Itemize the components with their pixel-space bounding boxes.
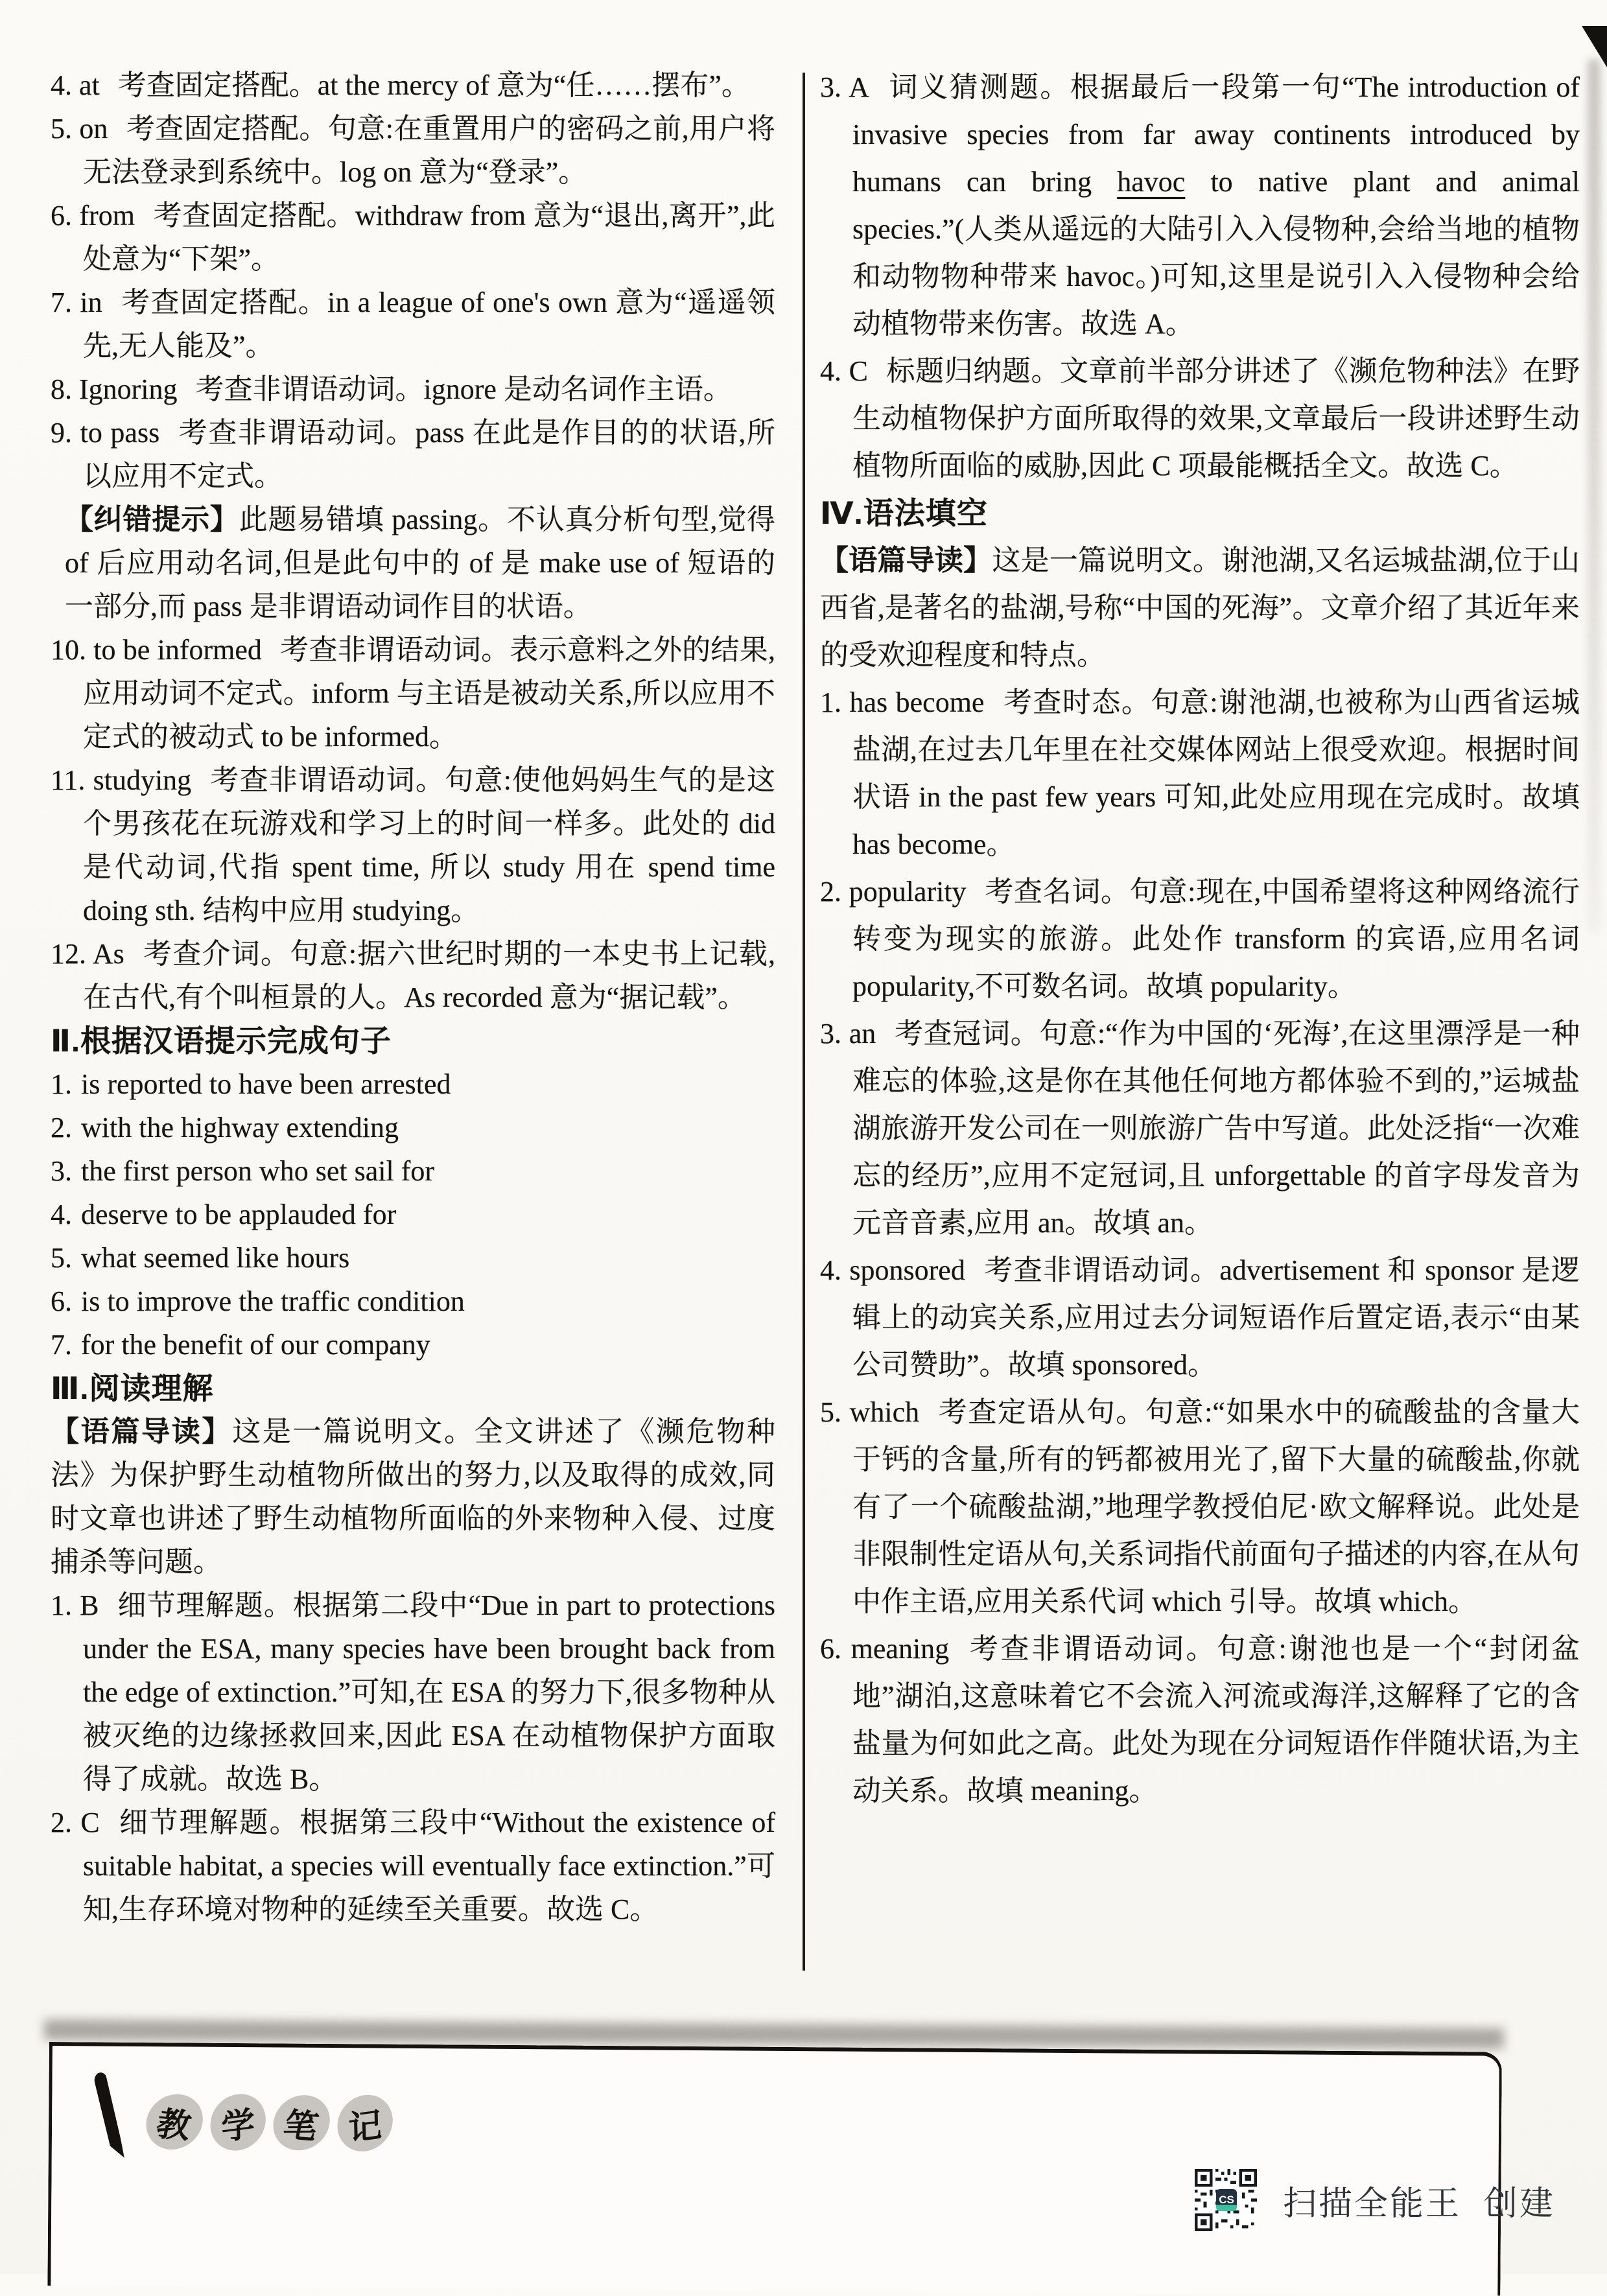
answer-item xyxy=(51,628,775,758)
item-marker: 5. on xyxy=(51,113,108,145)
answer-item xyxy=(51,1280,775,1323)
section-heading: Ⅳ.语法填空 xyxy=(820,496,988,530)
answer-item xyxy=(820,1625,1580,1814)
text-run: 此题易错填 passing。不认真分析句型,觉得 of 后应用动名词,但是此句中的 of 是 make use of 短语的一部分,而 pass 是非谓语动词作目的状语。 xyxy=(65,504,776,622)
text-run: 考查非谓语动词。表示意料之外的结果,应用动词不定式。inform 与主语是被动关系,所以应用不定式的被动式 to be informed。 xyxy=(83,634,775,753)
answer-item xyxy=(51,1236,775,1280)
answer-item xyxy=(820,679,1580,868)
item-marker: 1. has become xyxy=(820,686,985,718)
logo-char: 笔 xyxy=(268,2092,335,2153)
text-run: 考查非谓语动词。句意:使他妈妈生气的是这个男孩花在玩游戏和学习上的时间一样多。此处的 did 是代动词,代指 spent time, 所以 study 用在 spend time doing sth. 结构中应用 studying。 xyxy=(83,764,775,926)
text-run: 考查固定搭配。withdraw from 意为“退出,离开”,此处意为“下架”。 xyxy=(83,200,775,275)
text-run: 考查名词。句意:现在,中国希望将这种网络流行转变为现实的旅游。此处作 transform 的宾语,应用名词 popularity,不可数名词。故填 popularity。 xyxy=(852,876,1580,1002)
section-heading: Ⅱ.根据汉语提示完成句子 xyxy=(51,1024,392,1058)
logo-char: 教 xyxy=(141,2091,208,2151)
text-run: 细节理解题。根据第二段中“Due in part to protections under the ESA, many species have been brought back from the edge of extinction.”可知,在 ESA 的努力下,很多物种从被灭绝的边缘拯救回来,因此 ESA 在动植物保护方面取得了成就。故选 B。 xyxy=(83,1589,775,1795)
text-run: 考查冠词。句意:“作为中国的‘死海’,在这里漂浮是一种难忘的体验,这是你在其他任何地方都体验不到的,”运城盐湖旅游开发公司在一则旅游广告中写道。此处泛指“一次难忘的经历”,应用不定冠词,且 unforgettable 的首字母发音为元音音素,应用 an。故填 an。 xyxy=(852,1018,1580,1239)
answer-item xyxy=(51,932,775,1019)
item-marker: 3. xyxy=(51,1155,72,1187)
text-run: what seemed like hours xyxy=(81,1242,350,1274)
answer-item xyxy=(51,1062,775,1106)
note-label: 【纠错提示】 xyxy=(65,504,239,535)
text-run: 考查固定搭配。at the mercy of 意为“任……摆布”。 xyxy=(117,69,750,101)
item-marker: 4. at xyxy=(51,69,100,101)
item-marker: 3. A xyxy=(820,71,869,103)
right-column xyxy=(820,64,1580,1814)
item-marker: 5. xyxy=(51,1242,72,1274)
answer-item xyxy=(820,1010,1580,1247)
text-run: with the highway extending xyxy=(81,1112,399,1143)
answer-item xyxy=(820,1247,1580,1388)
item-marker: 6. from xyxy=(51,200,135,231)
text-run: is reported to have been arrested xyxy=(81,1068,451,1100)
answer-item xyxy=(51,368,775,411)
answer-item xyxy=(51,1149,775,1193)
answer-item xyxy=(51,411,775,498)
item-marker: 1. xyxy=(51,1068,72,1100)
text-run: to native plant and animal species.”(人类从遥远的大陆引入入侵物种,会给当地的植物和动物物种带来 havoc。)可知,这里是说引入入侵物种会给动植物带来伤害。故选 A。 xyxy=(852,166,1580,340)
pen-icon xyxy=(89,2070,128,2171)
underlined-word: havoc xyxy=(1117,166,1186,198)
item-marker: 10. to be informed xyxy=(51,634,262,666)
answer-item xyxy=(51,758,775,932)
text-run: for the benefit of our company xyxy=(81,1329,430,1361)
text-run: 标题归纳题。文章前半部分讲述了《濒危物种法》在野生动植物保护方面所取得的效果,文章最后一段讲述野生动植物所面临的威胁,因此 C 项最能概括全文。故选 C。 xyxy=(852,355,1580,482)
item-marker: 1. B xyxy=(51,1589,99,1621)
item-marker: 4. xyxy=(51,1199,72,1230)
item-marker: 2. C xyxy=(51,1807,100,1838)
camscanner-watermark xyxy=(1195,2169,1555,2231)
text-run: 考查非谓语动词。advertisement 和 sponsor 是逻辑上的动宾关系,应用过去分词短语作后置定语,表示“由某公司赞助”。故填 sponsored。 xyxy=(852,1254,1580,1381)
item-marker: 2. popularity xyxy=(820,876,967,908)
tip-note xyxy=(65,498,775,628)
answer-item xyxy=(820,347,1580,489)
text-run: 考查固定搭配。句意:在重置用户的密码之前,用户将无法登录到系统中。log on 意为“登录”。 xyxy=(83,113,775,188)
camscanner-logo: CS xyxy=(1216,2189,1237,2211)
answer-item xyxy=(820,868,1580,1010)
passage-intro xyxy=(51,1410,775,1584)
text-run: 考查定语从句。句意:“如果水中的硫酸盐的含量大于钙的含量,所有的钙都被用光了,留下大量的硫酸盐,你就有了一个硫酸盐湖,”地理学教授伯尼·欧文解释说。此处是非限制性定语从句,关系词指代前面句子描述的内容,在从句中作主语,应用关系代词 which 引导。故填 which。 xyxy=(852,1396,1580,1617)
text-run: 考查介词。句意:据六世纪时期的一本史书上记载,在古代,有个叫桓景的人。As recorded 意为“据记载”。 xyxy=(83,938,775,1013)
note-label: 【语篇导读】 xyxy=(820,545,992,576)
scan-edge-shadow xyxy=(1588,58,1601,933)
text-run: 词义猜测题。根据最后一段第一句“The introduction of invasive species from far away continents introduced by humans can bring xyxy=(852,71,1580,198)
answer-item xyxy=(51,281,775,368)
item-marker: 4. C xyxy=(820,355,868,387)
answer-item xyxy=(51,1801,775,1931)
watermark-text: 扫描全能王 创建 xyxy=(1283,2185,1555,2223)
answer-item xyxy=(51,1193,775,1236)
text-run: 考查非谓语动词。ignore 是动名词作主语。 xyxy=(195,373,732,405)
text-run: 考查非谓语动词。pass 在此是作目的的状语,所以应用不定式。 xyxy=(83,417,775,492)
answer-item xyxy=(51,1584,775,1801)
item-marker: 3. an xyxy=(820,1018,876,1049)
text-run: 考查非谓语动词。句意:谢池也是一个“封闭盆地”湖泊,这意味着它不会流入河流或海洋,这解释了它的含盐量为何如此之高。此处为现在分词短语作伴随状语,为主动关系。故填 meaning。 xyxy=(852,1633,1580,1807)
answer-item xyxy=(51,194,775,281)
item-marker: 6. xyxy=(51,1285,72,1317)
item-marker: 2. xyxy=(51,1112,72,1143)
text-run: the first person who set sail for xyxy=(81,1155,434,1187)
text-run: 细节理解题。根据第三段中“Without the existence of suitable habitat, a species will eventually face extinction.”可知,生存环境对物种的延续至关重要。故选 C。 xyxy=(83,1807,775,1925)
answer-item xyxy=(51,1106,775,1149)
text-run: 考查固定搭配。in a league of one's own 意为“遥遥领先,无人能及”。 xyxy=(83,287,775,362)
answer-item xyxy=(51,107,775,194)
answer-item xyxy=(820,1388,1580,1625)
item-marker: 11. studying xyxy=(51,764,192,796)
note-label: 【语篇导读】 xyxy=(51,1416,233,1447)
column-divider xyxy=(803,73,805,1971)
notes-logo xyxy=(89,2070,393,2173)
item-marker: 5. which xyxy=(820,1396,920,1428)
text-run: deserve to be applauded for xyxy=(81,1199,397,1230)
item-marker: 7. in xyxy=(51,287,102,318)
text-run: 这是一篇说明文。谢池湖,又名运城盐湖,位于山西省,是著名的盐湖,号称“中国的死海”。文章介绍了其近年来的受欢迎程度和特点。 xyxy=(820,545,1580,671)
text-run: 考查时态。句意:谢池湖,也被称为山西省运城盐湖,在过去几年里在社交媒体网站上很受欢迎。根据时间状语 in the past few years 可知,此处应用现在完成时。故填 has become。 xyxy=(852,686,1580,860)
item-marker: 9. to pass xyxy=(51,417,160,449)
item-marker: 12. As xyxy=(51,938,124,970)
logo-char: 记 xyxy=(336,2091,393,2155)
logo-char: 学 xyxy=(209,2091,266,2154)
item-marker: 8. Ignoring xyxy=(51,373,178,405)
item-marker: 4. sponsored xyxy=(820,1254,965,1286)
text-run: is to improve the traffic condition xyxy=(81,1285,465,1317)
qr-code-icon xyxy=(1195,2169,1257,2231)
answer-item xyxy=(51,64,775,107)
item-marker: 7. xyxy=(51,1329,72,1361)
passage-intro xyxy=(820,537,1580,679)
section-heading: Ⅲ.阅读理解 xyxy=(51,1371,214,1405)
answer-item xyxy=(51,1323,775,1366)
left-column xyxy=(51,64,775,1931)
answer-item xyxy=(820,64,1580,347)
item-marker: 6. meaning xyxy=(820,1633,950,1665)
text-run: 这是一篇说明文。全文讲述了《濒危物种法》为保护野生动植物所做出的努力,以及取得的成效,同时文章也讲述了野生动植物所面临的外来物种入侵、过度捕杀等问题。 xyxy=(51,1416,776,1578)
